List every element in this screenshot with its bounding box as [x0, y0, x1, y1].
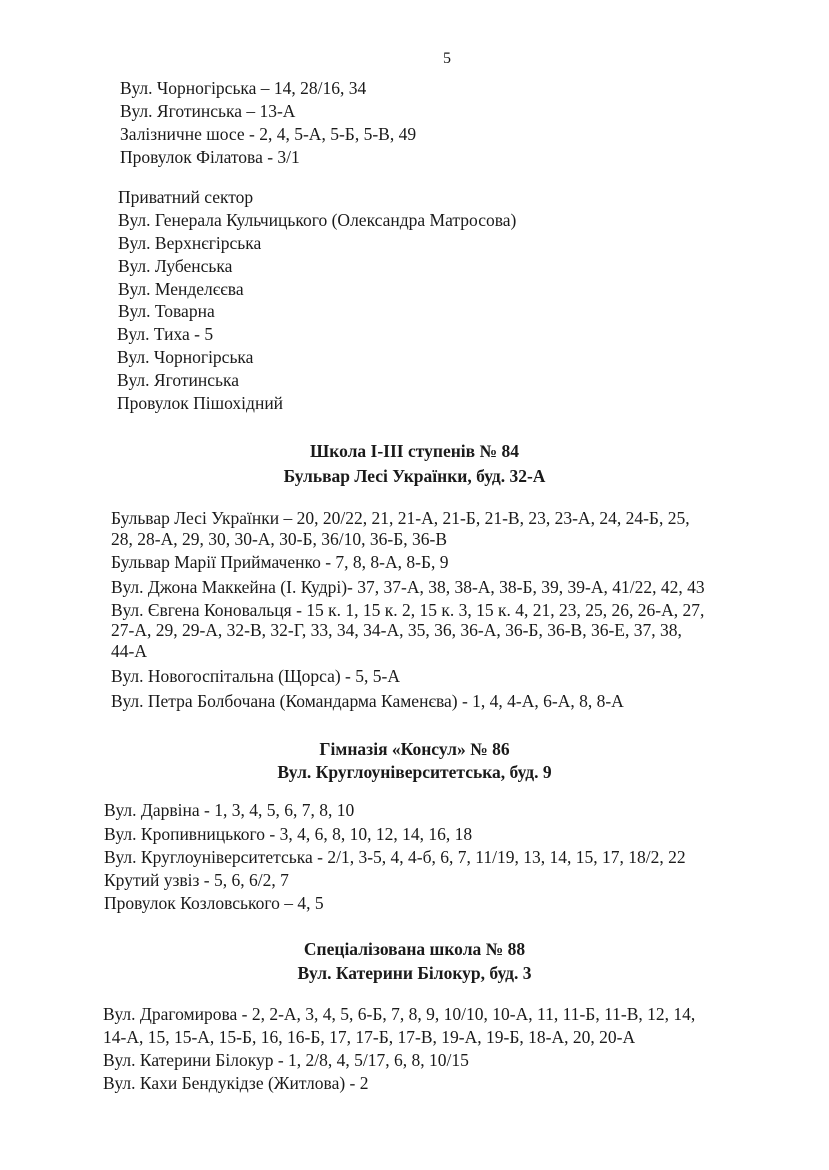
- school-84-address: Бульвар Лесі Українки, буд. 32-А: [283, 466, 546, 486]
- list-item: Вул. Чорногірська – 14, 28/16, 34: [120, 78, 367, 98]
- list-item: Вул. Товарна: [118, 301, 215, 321]
- list-item: Бульвар Лесі Українки – 20, 20/22, 21, 21-А, 21-Б, 21-В, 23, 23-А, 24, 24-Б, 25,: [111, 508, 690, 528]
- list-item: Вул. Лубенська: [118, 256, 233, 276]
- list-item: Вул. Петра Болбочана (Командарма Каменєва) - 1, 4, 4-А, 6-А, 8, 8-А: [111, 691, 624, 711]
- list-item: Залізничне шосе - 2, 4, 5-А, 5-Б, 5-В, 49: [120, 124, 417, 144]
- list-item: Вул. Дарвіна - 1, 3, 4, 5, 6, 7, 8, 10: [104, 800, 355, 820]
- list-item: Провулок Козловського – 4, 5: [104, 893, 324, 913]
- list-item: Вул. Яготинська – 13-А: [120, 101, 296, 121]
- list-item: Вул. Новогоспітальна (Щорса) - 5, 5-А: [111, 666, 400, 686]
- list-item: Вул. Драгомирова - 2, 2-А, 3, 4, 5, 6-Б, 7, 8, 9, 10/10, 10-А, 11, 11-Б, 11-В, 12, 14,: [103, 1004, 696, 1024]
- list-item: Вул. Тиха - 5: [117, 324, 214, 344]
- list-item: Крутий узвіз - 5, 6, 6/2, 7: [104, 870, 289, 890]
- list-item: Бульвар Марії Приймаченко - 7, 8, 8-А, 8-Б, 9: [111, 552, 449, 572]
- list-item: Вул. Джона Маккейна (І. Кудрі)- 37, 37-А, 38, 38-А, 38-Б, 39, 39-А, 41/22, 42, 43: [111, 577, 705, 597]
- list-item: 28, 28-А, 29, 30, 30-А, 30-Б, 36/10, 36-Б, 36-В: [111, 529, 448, 549]
- list-item: Провулок Філатова - 3/1: [120, 147, 300, 167]
- list-item: Вул. Генерала Кульчицького (Олександра Матросова): [118, 210, 517, 230]
- list-item: 14-А, 15, 15-А, 15-Б, 16, 16-Б, 17, 17-Б, 17-В, 19-А, 19-Б, 18-А, 20, 20-А: [103, 1027, 636, 1047]
- school-84-title: Школа I-III ступенів № 84: [310, 441, 519, 461]
- page-number: 5: [443, 50, 451, 67]
- school-88-address: Вул. Катерини Білокур, буд. 3: [297, 963, 532, 983]
- list-item: Вул. Круглоуніверситетська - 2/1, 3-5, 4, 4-б, 6, 7, 11/19, 13, 14, 15, 17, 18/2, 22: [104, 847, 686, 867]
- list-item: Провулок Пішохідний: [117, 393, 284, 413]
- list-item: Вул. Кахи Бендукідзе (Житлова) - 2: [103, 1073, 369, 1093]
- list-item: Приватний сектор: [118, 187, 254, 207]
- list-item: 27-А, 29, 29-А, 32-В, 32-Г, 33, 34, 34-А, 35, 36, 36-А, 36-Б, 36-В, 36-Е, 37, 38,: [111, 620, 682, 640]
- list-item: Вул. Верхнєгірська: [118, 233, 262, 253]
- list-item: Вул. Чорногірська: [117, 347, 254, 367]
- school-88-title: Спеціалізована школа № 88: [303, 939, 526, 959]
- list-item: Вул. Євгена Коновальця - 15 к. 1, 15 к. 2, 15 к. 3, 15 к. 4, 21, 23, 25, 26, 26-А, 27,: [111, 600, 705, 620]
- gymnasium-86-address: Вул. Круглоуніверситетська, буд. 9: [277, 762, 552, 782]
- list-item: Вул. Катерини Білокур - 1, 2/8, 4, 5/17, 6, 8, 10/15: [103, 1050, 469, 1070]
- list-item: Вул. Менделєєва: [118, 279, 244, 299]
- gymnasium-86-title: Гімназія «Консул» № 86: [319, 739, 510, 759]
- list-item: Вул. Яготинська: [117, 370, 239, 390]
- list-item: Вул. Кропивницького - 3, 4, 6, 8, 10, 12, 14, 16, 18: [104, 824, 473, 844]
- list-item: 44-А: [111, 641, 147, 661]
